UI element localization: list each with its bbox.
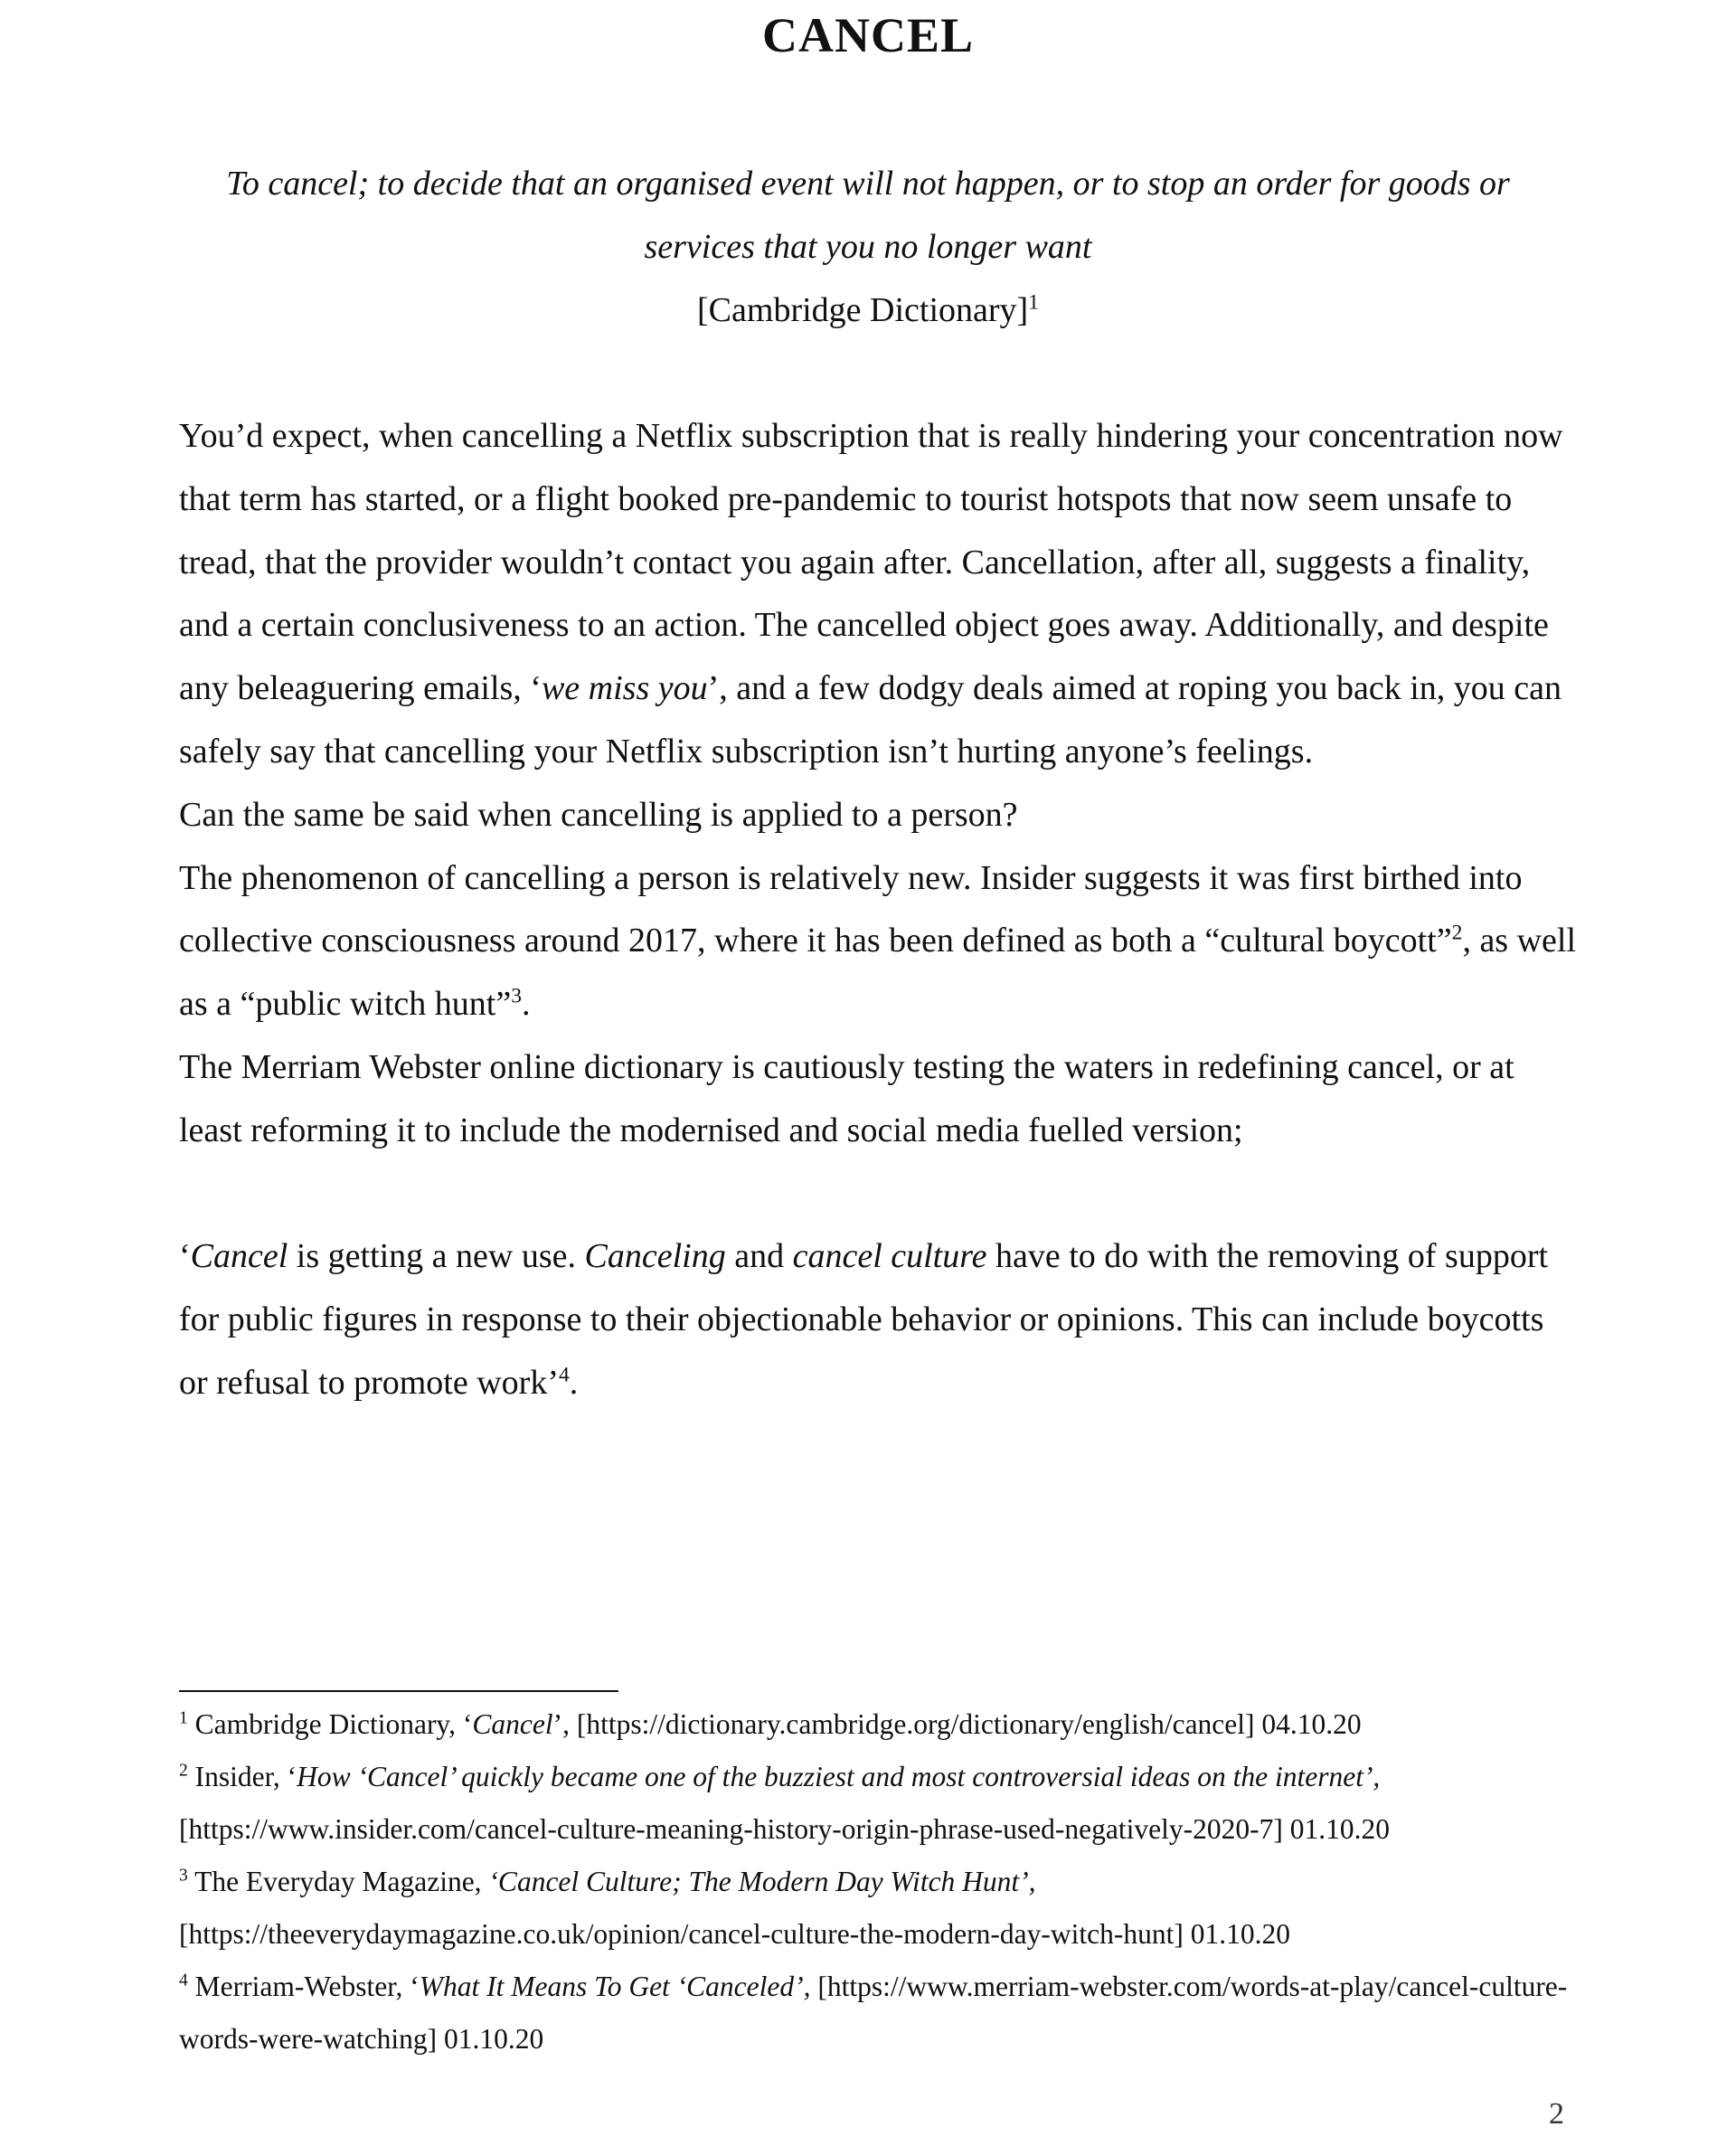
block-quote: ‘Cancel is getting a new use. Canceling and cancel culture have to do with the removing of support for public figures in response to their objectionable behavior or opinions. This can include boycotts or refusal to promote work’$^4$.	[179, 1237, 1549, 1402]
page-title: CANCEL	[761, 8, 975, 62]
footnotes	[179, 1698, 1576, 2066]
footnote-1-link[interactable]: ’, [https://dictionary.cambridge.org/dictionary/english/cancel] 04.10.20	[552, 1708, 1362, 1740]
footnote-ref-3[interactable]: 3	[511, 984, 522, 1008]
footnote-1: $^1$ Cambridge Dictionary, ‘Cancel’, [https://dictionary.cambridge.org/dictionary/english/cancel] 04.10.20	[179, 1708, 1362, 1740]
paragraph-netflix: You’d expect, when cancelling a Netflix subscription that is really hindering your concentration now that term has started, or a flight booked pre-pandemic to tourist hotspots that now seem unsafe to tread, that the provider wouldn’t contact you again after. Cancellation, after all, suggests a finality, and a certain conclusiveness to an action. The cancelled object goes away. Additionally, and despite any beleaguering emails, ‘we miss you’, and a few dodgy deals aimed at roping you back in, you can safely say that cancelling your Netflix subscription isn’t hurting anyone’s feelings.	[179, 417, 1563, 770]
definition-block	[163, 152, 1573, 342]
definition-source	[163, 279, 1573, 342]
footnote-3: $^3$ The Everyday Magazine, ‘Cancel Culture; The Modern Day Witch Hunt’, [https://theeverydaymagazine.co.uk/opinion/cancel-culture-the-modern-day-witch-hunt] 01.10.20	[179, 1866, 1290, 1950]
footnote-ref-1[interactable]: 1	[1028, 290, 1039, 315]
paragraph-merriam-webster: The Merriam Webster online dictionary is cautiously testing the waters in redefining cancel, or at least reforming it to include the modernised and social media fuelled version;	[179, 1047, 1514, 1149]
footnote-2: $^2$ Insider, ‘How ‘Cancel’ quickly became one of the buzziest and most controversial ideas on the internet’, [https://www.insider.com/cancel-culture-meaning-history-origin-phrase-used-negatively-2020-7] 01.10.20	[179, 1761, 1390, 1845]
body-text	[179, 405, 1576, 1415]
footnote-2-link[interactable]: [https://www.insider.com/cancel-culture-meaning-history-origin-phrase-used-negatively-2020-7] 01.10.20	[179, 1813, 1390, 1845]
paragraph-phenomenon: The phenomenon of cancelling a person is relatively new. Insider suggests it was first birthed into collective consciousness around 2017, where it has been defined as both a “cultural boycott”$^2$, as well as a “public witch hunt”$^3$.	[179, 858, 1577, 1024]
paragraph-question: Can the same be said when cancelling is applied to a person?	[179, 795, 1018, 834]
footnote-ref-2[interactable]: 2	[1451, 921, 1463, 945]
footnote-4: $^4$ Merriam-Webster, ‘What It Means To Get ‘Canceled’, [https://www.merriam-webster.com/words-at-play/cancel-culture-words-were-watching] 01.10.20	[179, 1971, 1568, 2055]
paragraph-spacer	[179, 1163, 1576, 1226]
definition-line-1: To cancel; to decide that an organised event will not happen, or to stop an order for goods or	[226, 165, 1510, 203]
footnote-4-link[interactable]: [https://www.merriam-webster.com/words-at-play/cancel-culture-words-were-watching] 01.10.20	[179, 1971, 1568, 2055]
footnote-separator	[179, 1690, 618, 1692]
page-number: 2	[1549, 2097, 1564, 2131]
definition-line-2: services that you no longer want	[644, 228, 1092, 266]
emphasis-we-miss-you: we miss you	[541, 669, 708, 708]
footnote-3-link[interactable]: [https://theeverydaymagazine.co.uk/opinion/cancel-culture-the-modern-day-witch-hunt] 01.10.20	[179, 1918, 1290, 1950]
definition-source-text: [Cambridge Dictionary]	[697, 291, 1029, 329]
footnote-ref-4[interactable]: 4	[559, 1363, 570, 1387]
